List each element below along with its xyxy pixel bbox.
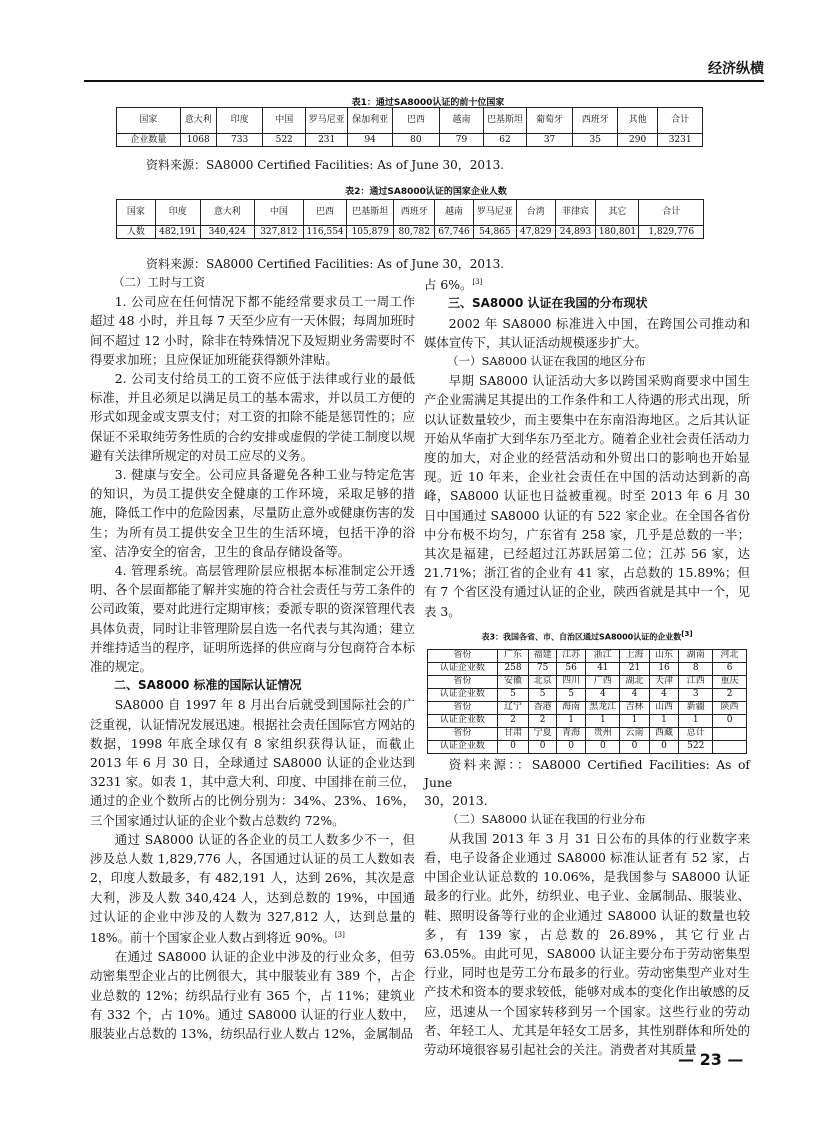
table-cell: 4 <box>649 688 679 701</box>
table-cell: 522 <box>679 740 713 753</box>
table-cell: 巴西 <box>392 108 439 134</box>
table-cell: 西班牙 <box>573 108 618 134</box>
table-cell: 中国 <box>263 108 305 134</box>
table-cell: 5 <box>556 688 586 701</box>
table-row <box>428 649 747 662</box>
table-cell: 54,865 <box>473 226 516 239</box>
table-row <box>117 226 704 239</box>
table2 <box>116 199 704 239</box>
table3-source-cont: 30，2013. <box>424 792 488 808</box>
table-cell: 省份 <box>428 701 498 714</box>
table-cell: 290 <box>617 134 657 147</box>
running-header <box>84 58 764 82</box>
table-cell: 0 <box>713 714 747 727</box>
table-cell: 482,191 <box>155 226 200 239</box>
table-cell: 浙江 <box>586 649 620 662</box>
paragraph <box>424 273 750 294</box>
table-cell: 湖南 <box>679 649 713 662</box>
table-cell: 国家 <box>117 108 181 134</box>
table-cell: 意大利 <box>200 200 254 226</box>
table-cell: 94 <box>348 134 393 147</box>
table-cell: 24,893 <box>555 226 596 239</box>
table-cell: 甘肃 <box>497 727 529 740</box>
table-cell: 56 <box>556 662 586 675</box>
table-cell: 上海 <box>620 649 650 662</box>
paragraph-text: 占 6%。 <box>424 277 473 293</box>
table-cell <box>713 727 747 740</box>
section-heading: 二、SA8000 标准的国际认证情况 <box>114 678 302 693</box>
paragraph: 从我国 2013 年 3 月 31 日公布的具体的行业数字来看，电子设备企业通过 SA8000 标准认证者有 52 家，占中国企业认证总数的 10.06%，是我国参与 SA8000 认证最多的行业。此外，纺织业、电子业、金属制品、服装业、鞋、照明设备等行业的企业通过 SA8000 认证的数量也较多，有 139 家，占总数的 26.89%，其它行业占 63.05%。由此可见，SA8000 认证主要分布于劳动密集型行业，同时也是劳工分布最多的行业。劳动密集型产业对生产技术和资本的要求较低，能够对成本的变化作出敏感的反应，迅速从一个国家转移到另一个国家。这些行业的劳动者、年轻工人、尤其是年轻女工居多，其性别群体和所处的劳动环境很容易引起社会的关注。消费者对其质量 <box>424 830 750 1058</box>
table-cell: 福建 <box>529 649 556 662</box>
table-cell: 江苏 <box>556 649 586 662</box>
table-cell: 意大利 <box>180 108 216 134</box>
table-cell: 人数 <box>117 226 156 239</box>
table3-caption <box>424 625 750 647</box>
table-cell: 巴西 <box>304 200 347 226</box>
table-cell: 340,424 <box>200 226 254 239</box>
paragraph: 1. 公司应在任何情况下都不能经常要求员工一周工作超过 48 小时，并且每 7 天至少应有一天休假；每周加班时间不超过 12 小时，除非在特殊情况下及短期业务需要时不得要求加班；且应保证加班能获得额外津贴。 <box>90 294 415 367</box>
table-cell: 327,812 <box>254 226 303 239</box>
table-cell: 1,829,776 <box>639 226 704 239</box>
subheading-region: （一）SA8000 认证在我国的地区分布 <box>447 353 646 368</box>
table-row <box>428 727 747 740</box>
paragraph: 3. 健康与安全。公司应具备避免各种工业与特定危害的知识，为员工提供安全健康的工作环境，采取足够的措施，降低工作中的危险因素，尽量防止意外或健康伤害的发生；为所有员工提供安全卫生的生活环境，包括干净的浴室、洁净安全的宿舍，卫生的食品存储设备等。 <box>90 467 415 559</box>
table-cell: 贵州 <box>586 727 620 740</box>
table-cell: 湖北 <box>620 675 650 688</box>
table2-source: 资料来源：SA8000 Certified Facilities: As of June 30，2013. <box>146 257 505 271</box>
table1-source: 资料来源：SA8000 Certified Facilities: As of June 30，2013. <box>146 158 505 172</box>
page-number: — 23 — <box>678 1050 744 1069</box>
table-cell: 陕西 <box>713 701 747 714</box>
table-cell: 4 <box>586 688 620 701</box>
table-row <box>428 688 747 701</box>
table-row <box>428 701 747 714</box>
table-cell: 116,554 <box>304 226 347 239</box>
table-cell: 3231 <box>658 134 703 147</box>
table-cell: 认证企业数 <box>428 714 498 727</box>
table-row <box>117 200 704 226</box>
table-row <box>428 675 747 688</box>
paragraph <box>90 830 415 947</box>
table-cell: 258 <box>497 662 529 675</box>
table-cell: 认证企业数 <box>428 740 498 753</box>
table-cell: 北京 <box>529 675 556 688</box>
table-cell: 62 <box>484 134 526 147</box>
table3-source: 资料来源：：SA8000 Certified Facilities: As of June <box>424 756 750 790</box>
paragraph: 2002 年 SA8000 标准进入中国，在跨国公司推动和媒体宣传下，其认证活动规模逐步扩大。 <box>424 315 750 350</box>
citation: [3] <box>472 278 483 286</box>
table-cell: 巴基斯坦 <box>484 108 526 134</box>
table-cell: 菲律宾 <box>555 200 596 226</box>
table-cell: 香港 <box>529 701 556 714</box>
table-cell: 西班牙 <box>394 200 435 226</box>
table-cell: 印度 <box>155 200 200 226</box>
table-cell: 75 <box>529 662 556 675</box>
table-cell: 重庆 <box>713 675 747 688</box>
table-cell: 云南 <box>620 727 650 740</box>
paragraph: 2. 公司支付给员工的工资不应低于法律或行业的最低标准，并且必须足以满足员工的基本需求，并以员工方便的形式如现金或支票支付；对工资的扣除不能是惩罚性的；应保证不采取纯劳务性质的合约安排或虚假的学徒工制度以规避有关法律所规定的对员工应尽的义务。 <box>90 371 415 463</box>
table-cell: 越南 <box>439 108 484 134</box>
table-cell: 其它 <box>596 200 639 226</box>
paragraph: 4. 管理系统。高层管理阶层应根据本标准制定公开透明、各个层面都能了解并实施的符合社会责任与劳工条件的公司政策，要对此进行定期审核；委派专职的资深管理代表具体负责，同时让非管理阶层自选一名代表与其沟通；建立并维持适当的程序，证明所选择的供应商与分包商符合本标准的规定。 <box>90 563 415 675</box>
table-cell: 越南 <box>435 200 474 226</box>
table-cell: 海南 <box>556 701 586 714</box>
subheading-industry: （二）SA8000 认证在我国的行业分布 <box>447 811 646 826</box>
table-row <box>428 662 747 675</box>
table-row <box>117 108 703 134</box>
section-heading: 三、SA8000 认证在我国的分布现状 <box>448 296 648 311</box>
citation: [3] <box>681 629 693 638</box>
table-cell: 0 <box>497 740 529 753</box>
table-cell: 1 <box>649 714 679 727</box>
table-cell: 21 <box>620 662 650 675</box>
table-cell: 合计 <box>639 200 704 226</box>
table-cell: 辽宁 <box>497 701 529 714</box>
table-cell: 广东 <box>497 649 529 662</box>
table-cell: 0 <box>620 740 650 753</box>
table-cell: 231 <box>305 134 347 147</box>
table-cell: 80 <box>392 134 439 147</box>
table-cell: 2 <box>497 714 529 727</box>
table-row <box>117 134 703 147</box>
table-cell: 天津 <box>649 675 679 688</box>
table-cell: 5 <box>497 688 529 701</box>
table-cell: 吉林 <box>620 701 650 714</box>
table-cell: 葡萄牙 <box>526 108 573 134</box>
table-cell: 省份 <box>428 727 498 740</box>
table-cell: 宁夏 <box>529 727 556 740</box>
table-cell: 2 <box>713 688 747 701</box>
table-cell: 印度 <box>216 108 263 134</box>
table-cell: 新疆 <box>679 701 713 714</box>
table-cell: 80,782 <box>394 226 435 239</box>
table-cell: 733 <box>216 134 263 147</box>
table-cell: 16 <box>649 662 679 675</box>
table-row <box>428 740 747 753</box>
table-cell: 巴基斯坦 <box>347 200 394 226</box>
table-cell: 企业数量 <box>117 134 181 147</box>
table-cell: 180,801 <box>596 226 639 239</box>
table-cell: 保加利亚 <box>348 108 393 134</box>
table-cell: 79 <box>439 134 484 147</box>
table2-caption: 表2：通过SA8000认证的国家企业人数 <box>345 187 507 197</box>
table-cell: 青海 <box>556 727 586 740</box>
table-row <box>428 714 747 727</box>
table-cell: 105,879 <box>347 226 394 239</box>
table-cell: 3 <box>679 688 713 701</box>
table-cell: 认证企业数 <box>428 662 498 675</box>
citation: [3] <box>334 930 345 939</box>
paragraph-text: 通过 SA8000 认证的各企业的员工人数多少不一，但涉及总人数 1,829,776 人，各国通过认证的员工人数如表 2，印度人数最多，有 482,191 人，达到 26%，其次是意大利，涉及人数 340,424 人，达到总数的 19%，中国通过认证的企业中涉及的人数为 327,812 人，达到总量的 18%。前十个国家企业人数占到将近 90%。 <box>90 831 415 946</box>
table-cell: 6 <box>713 662 747 675</box>
table-cell: 0 <box>586 740 620 753</box>
table1 <box>116 107 703 147</box>
table-cell: 0 <box>556 740 586 753</box>
table-cell: 台湾 <box>516 200 555 226</box>
table-cell: 中国 <box>254 200 303 226</box>
table-cell: 0 <box>649 740 679 753</box>
table-cell: 四川 <box>556 675 586 688</box>
table-cell: 67,746 <box>435 226 474 239</box>
table3 <box>427 649 747 754</box>
table-cell: 1068 <box>180 134 216 147</box>
table-cell: 1 <box>679 714 713 727</box>
table-cell: 广西 <box>586 675 620 688</box>
table-cell: 5 <box>529 688 556 701</box>
table-cell: 35 <box>573 134 618 147</box>
table-cell: 522 <box>263 134 305 147</box>
table-cell <box>713 740 747 753</box>
table-cell: 8 <box>679 662 713 675</box>
table-cell: 山东 <box>649 649 679 662</box>
table-cell: 河北 <box>713 649 747 662</box>
table1-caption: 表1：通过SA8000认证的前十位国家 <box>351 98 505 108</box>
paragraph: 早期 SA8000 认证活动大多以跨国采购商要求中国生产企业需满足其提出的工作条件和工人待遇的形式出现，所以认证数量较少，而主要集中在东南沿海地区。之后其认证开始从华南扩大到华东乃至北方。随着企业社会责任活动力度的加大，对企业的经营活动和外贸出口的影响也开始显现。近 10 年来，企业社会责任在中国的活动达到新的高峰，SA8000 认证也日益被重视。时至 2013 年 6 月 30 日中国通过 SA8000 认证的有 522 家企业。在全国各省份中分布极不均匀，广东省有 258 家，几乎是总数的一半；其次是福建，已经超过江苏跃居第二位；江苏 56 家，达 21.71%；浙江省的企业有 41 家，占总数的 15.89%；但有 7 个省区没有通过认证的企业，陕西省就是其中一个，见表 3。 <box>424 373 750 619</box>
table-cell: 2 <box>529 714 556 727</box>
table-cell: 罗马尼亚 <box>305 108 347 134</box>
table-cell: 国家 <box>117 200 156 226</box>
table-cell: 37 <box>526 134 573 147</box>
table-cell: 省份 <box>428 675 498 688</box>
table-cell: 1 <box>620 714 650 727</box>
table-cell: 合计 <box>658 108 703 134</box>
table-cell: 安徽 <box>497 675 529 688</box>
left-column <box>90 273 415 1043</box>
section-title: 经济纵横 <box>708 61 764 77</box>
table-cell: 1 <box>556 714 586 727</box>
table-cell: 罗马尼亚 <box>473 200 516 226</box>
table-cell: 黑龙江 <box>586 701 620 714</box>
caption-text: 表3：我国各省、市、自治区通过SA8000认证的企业数 <box>481 632 682 642</box>
right-column <box>424 273 750 1059</box>
subheading-hours-wages: （二）工时与工资 <box>113 275 205 289</box>
table-cell: 省份 <box>428 649 498 662</box>
table-cell: 总计 <box>679 727 713 740</box>
table-cell: 认证企业数 <box>428 688 498 701</box>
table-cell: 西藏 <box>649 727 679 740</box>
table-cell: 41 <box>586 662 620 675</box>
table-cell: 1 <box>586 714 620 727</box>
table-cell: 4 <box>620 688 650 701</box>
table-cell: 其他 <box>617 108 657 134</box>
table-cell: 0 <box>529 740 556 753</box>
paragraph: SA8000 自 1997 年 8 月出台后就受到国际社会的广泛重视，认证情况发展迅速。根据社会责任国际官方网站的数据，1998 年底全球仅有 8 家组织获得认证，而截止 2013 年 6 月 30 日，全球通过 SA8000 认证的企业达到 3231 家。如表 1，其中意大利、印度、中国排在前三位，通过的企业个数所占的比例分别为：34%、23%、16%，三个国家通过认证的企业个数占总数约 72%。 <box>90 697 415 828</box>
table-cell: 江西 <box>679 675 713 688</box>
table-cell: 47,829 <box>516 226 555 239</box>
table-cell: 山西 <box>649 701 679 714</box>
paragraph: 在通过 SA8000 认证的企业中涉及的行业众多，但劳动密集型企业占的比例很大，其中服装业有 389 个，占企业总数的 12%；纺织品行业有 365 个，占 11%；建筑业有 332 个，占 10%。通过 SA8000 认证的行业人数中，服装业占总数的 13%，纺织品行业人数占 12%，金属制品 <box>90 949 415 1042</box>
